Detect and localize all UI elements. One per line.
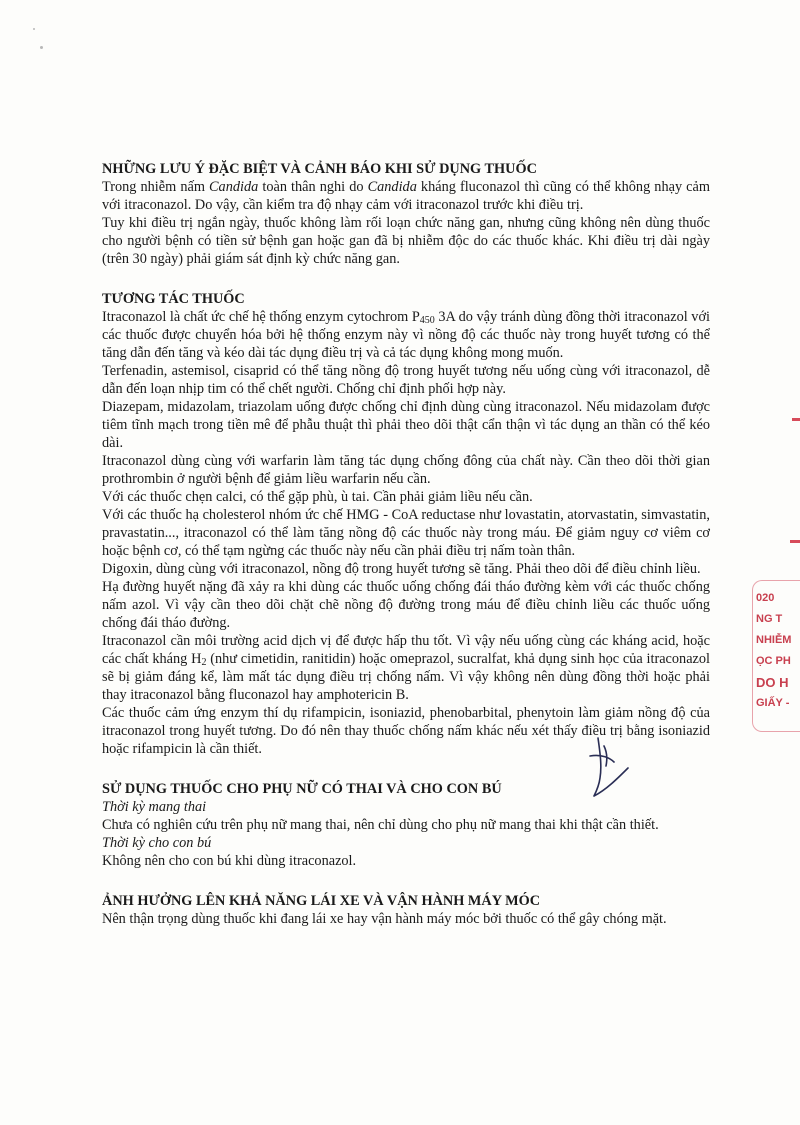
paragraph bbox=[102, 560, 710, 578]
subscript-text: 2 bbox=[201, 657, 207, 668]
text-run: Nên thận trọng dùng thuốc khi đang lái xe hay vận hành máy móc bởi thuốc có thể gây chóng mặt. bbox=[102, 911, 667, 927]
stamp-text-line: DO H bbox=[756, 675, 789, 690]
text-run: Trong nhiễm nấm bbox=[102, 179, 210, 195]
paragraph bbox=[102, 816, 710, 834]
paragraph bbox=[102, 632, 710, 704]
text-run: Với các thuốc chẹn calci, có thể gặp phù, ù tai. Cần phải giảm liều nếu cần. bbox=[102, 489, 533, 505]
section-driving bbox=[102, 892, 710, 928]
section-heading: SỬ DỤNG THUỐC CHO PHỤ NỮ CÓ THAI VÀ CHO CON BÚ bbox=[102, 781, 502, 797]
paragraph bbox=[102, 214, 710, 268]
text-run: toàn thân nghi do bbox=[258, 179, 368, 195]
text-run: Tuy khi điều trị ngắn ngày, thuốc không làm rối loạn chức năng gan, nhưng cũng không nên dùng thuốc cho người bệnh có tiền sử bệnh gan hoặc gan đã bị nhiễm độc do các thuốc khác. Khi điều trị dài ngày (trên 30 ngày) phải giám sát định kỳ chức năng gan. bbox=[102, 215, 710, 267]
paragraph bbox=[102, 452, 710, 488]
text-run: 3A do vậy tránh dùng đồng thời itraconazol với các thuốc được chuyển hóa bởi hệ thống enzym này vì nồng độ các thuốc này trong huyết tương có thể tăng dẫn đến tăng và kéo dài tác dụng điều trị và cả tác dụng không mong muốn. bbox=[102, 309, 710, 361]
text-run: Với các thuốc hạ cholesterol nhóm ức chế HMG - CoA reductase như lovastatin, atorvastatin, simvastatin, pravastatin..., itraconazol có thể làm tăng nồng độ các thuốc này trong máu. Để giảm nguy cơ viêm cơ hoặc bệnh cơ, có thể tạm ngừng các thuốc này nếu cần phải điều trị nấm toàn thân. bbox=[102, 507, 710, 559]
stamp-text-line: GIẤY - bbox=[756, 697, 790, 709]
paragraph bbox=[102, 578, 710, 632]
section-warnings bbox=[102, 160, 710, 268]
text-run: Hạ đường huyết nặng đã xảy ra khi dùng các thuốc uống chống đái tháo đường kèm với các thuốc chống nấm azol. Vì vậy cần theo dõi chặt chẽ nồng độ đường trong máu để điều chỉnh liều các thuốc uống chống đái tháo đường. bbox=[102, 579, 710, 631]
scan-speck bbox=[33, 28, 35, 30]
text-run: Digoxin, dùng cùng với itraconazol, nồng độ trong huyết tương sẽ tăng. Phải theo dõi để điều chỉnh liều. bbox=[102, 561, 701, 577]
paragraph bbox=[102, 178, 710, 214]
signature-scribble bbox=[570, 732, 640, 802]
text-run: Itraconazol cần môi trường acid dịch vị để được hấp thu tốt. Vì vậy nếu uống cùng các kháng acid, hoặc các chất kháng H bbox=[102, 633, 710, 667]
text-run: Không nên cho con bú khi dùng itraconazol. bbox=[102, 853, 357, 869]
text-run: Diazepam, midazolam, triazolam uống được chống chỉ định dùng cùng itraconazol. Nếu midazolam được tiêm tĩnh mạch trong tiền mê để phẫu thuật thì phải theo dõi thật cẩn thận vì tác dụng an thần có thể kéo dài. bbox=[102, 399, 710, 451]
stamp-text-line: ỌC PH bbox=[756, 655, 791, 667]
section-heading: NHỮNG LƯU Ý ĐẶC BIỆT VÀ CẢNH BÁO KHI SỬ DỤNG THUỐC bbox=[102, 161, 537, 177]
stamp-text-line: NG T bbox=[756, 613, 783, 625]
paragraph bbox=[102, 852, 710, 870]
paragraph bbox=[102, 362, 710, 398]
section-heading: TƯƠNG TÁC THUỐC bbox=[102, 291, 245, 307]
red-margin-mark bbox=[790, 540, 800, 543]
scan-speck bbox=[40, 46, 43, 49]
text-run: Thời kỳ mang thai bbox=[102, 799, 207, 815]
text-run: kháng fluconazol thì cũng có thể không nhạy cảm với itraconazol. Do vậy, cần kiểm tra độ nhạy cảm với itraconazol trước khi điều trị. bbox=[102, 179, 710, 213]
text-run: Itraconazol dùng cùng với warfarin làm tăng tác dụng chống đông của chất này. Cần theo dõi thời gian prothrombin ở người bệnh để giảm liều warfarin nếu cần. bbox=[102, 453, 710, 487]
text-run: Các thuốc cảm ứng enzym thí dụ rifampicin, isoniazid, phenobarbital, phenytoin làm giảm nồng độ của itraconazol trong huyết tương. Do đó nên thay thuốc chống nấm khác nếu xét thấy điều trị bằng isoniazid hoặc rifampicin là cần thiết. bbox=[102, 705, 710, 757]
subheading bbox=[102, 834, 710, 852]
red-margin-mark bbox=[792, 418, 800, 421]
paragraph bbox=[102, 506, 710, 560]
paragraph bbox=[102, 910, 710, 928]
paragraph bbox=[102, 488, 710, 506]
text-run: Thời kỳ cho con bú bbox=[102, 835, 212, 851]
paragraph bbox=[102, 308, 710, 362]
stamp-text-line: NHIỄM bbox=[756, 634, 792, 646]
official-stamp-fragment bbox=[756, 588, 800, 728]
text-run: (như cimetidin, ranitidin) hoặc omeprazol, sucralfat, khả dụng sinh học của itraconazol sẽ bị giảm đáng kể, làm mất tác dụng điều trị chống nấm. Vì vậy không nên dùng đồng thời hoặc phải thay itraconazol bằng fluconazol hay amphotericin B. bbox=[102, 651, 711, 703]
text-run: Terfenadin, astemisol, cisaprid có thể tăng nồng độ trong huyết tương nếu uống cùng với itraconazol, dễ dẫn đến loạn nhịp tim có thể chết người. Chống chỉ định phối hợp này. bbox=[102, 363, 710, 397]
section-interactions bbox=[102, 290, 710, 758]
section-heading: ẢNH HƯỞNG LÊN KHẢ NĂNG LÁI XE VÀ VẬN HÀNH MÁY MÓC bbox=[102, 893, 541, 909]
text-run: Chưa có nghiên cứu trên phụ nữ mang thai, nên chỉ dùng cho phụ nữ mang thai khi thật cần thiết. bbox=[102, 817, 659, 833]
paragraph bbox=[102, 398, 710, 452]
text-run: Candida bbox=[209, 179, 259, 195]
text-run: Candida bbox=[367, 179, 417, 195]
stamp-text-line: 020 bbox=[756, 592, 775, 604]
document-body bbox=[102, 160, 710, 950]
subscript-text: 450 bbox=[419, 315, 435, 326]
text-run: Itraconazol là chất ức chế hệ thống enzym cytochrom P bbox=[102, 309, 420, 325]
